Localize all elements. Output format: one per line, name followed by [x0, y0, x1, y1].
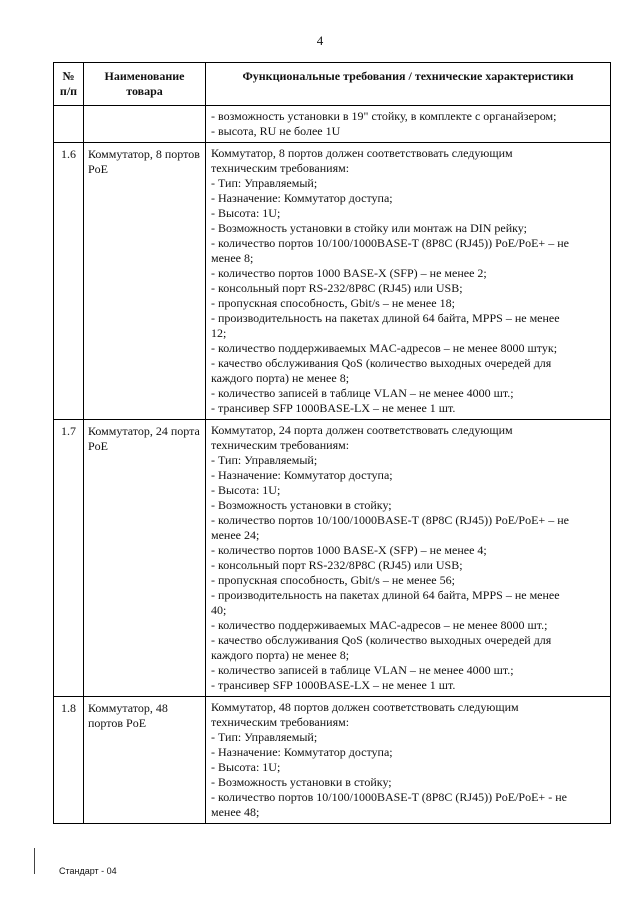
requirement-line: - Тип: Управляемый; — [211, 453, 318, 467]
requirements-cell — [206, 106, 611, 143]
requirement-line: - количество поддерживаемых MAC-адресов – не менее 8000 шт.; — [211, 618, 548, 632]
requirement-line: - высота, RU не более 1U — [211, 124, 341, 138]
requirement-line: Коммутатор, 48 портов должен соответствовать следующим — [211, 700, 519, 714]
requirement-line: - консольный порт RS-232/8P8C (RJ45) или USB; — [211, 281, 463, 295]
requirement-line: - трансивер SFP 1000BASE-LX – не менее 1 шт. — [211, 678, 456, 692]
requirement-line: каждого порта) не менее 8; — [211, 648, 350, 662]
header-product-name: Наименование товара — [84, 63, 206, 106]
requirement-line: - Возможность установки в стойку; — [211, 775, 392, 789]
requirement-line: - возможность установки в 19" стойку, в комплекте с органайзером; — [211, 109, 557, 123]
table-header-row — [54, 63, 611, 106]
requirement-line: - Назначение: Коммутатор доступа; — [211, 191, 393, 205]
requirement-line: Коммутатор, 24 порта должен соответствовать следующим — [211, 423, 513, 437]
requirement-line: - Возможность установки в стойку; — [211, 498, 392, 512]
table-row — [54, 143, 611, 420]
requirement-line: - производительность на пакетах длиной 64 байта, MPPS – не менее — [211, 311, 560, 325]
requirements-cell — [206, 420, 611, 697]
table-row — [54, 697, 611, 824]
requirement-line: - Высота: 1U; — [211, 483, 281, 497]
requirement-line: - Назначение: Коммутатор доступа; — [211, 468, 393, 482]
requirement-line: техническим требованиям: — [211, 438, 350, 452]
product-name — [84, 106, 206, 143]
requirement-line: - количество портов 1000 BASE-X (SFP) – не менее 4; — [211, 543, 487, 557]
requirement-line: - консольный порт RS-232/8P8C (RJ45) или USB; — [211, 558, 463, 572]
product-name: Коммутатор, 48 портов PoE — [84, 697, 206, 824]
header-requirements: Функциональные требования / технические характеристики — [206, 63, 611, 106]
requirement-line: - пропускная способность, Gbit/s – не менее 18; — [211, 296, 455, 310]
requirement-line: Коммутатор, 8 портов должен соответствовать следующим — [211, 146, 513, 160]
row-number: 1.8 — [54, 697, 84, 824]
requirement-line: - количество портов 10/100/1000BASE-T (8P8C (RJ45)) PoE/PoE+ – не — [211, 236, 569, 250]
requirements-cell — [206, 697, 611, 824]
requirement-line: - количество портов 10/100/1000BASE-T (8P8C (RJ45)) PoE/PoE+ – не — [211, 513, 569, 527]
requirement-line: - пропускная способность, Gbit/s – не менее 56; — [211, 573, 455, 587]
requirement-line: каждого порта) не менее 8; — [211, 371, 350, 385]
requirements-cell — [206, 143, 611, 420]
footer-text: Стандарт - 04 — [59, 866, 117, 876]
requirement-line: - Высота: 1U; — [211, 206, 281, 220]
requirement-line: - количество портов 1000 BASE-X (SFP) – не менее 2; — [211, 266, 487, 280]
table-row — [54, 420, 611, 697]
requirement-line: менее 48; — [211, 805, 260, 819]
requirement-line: - качество обслуживания QoS (количество выходных очередей для — [211, 633, 552, 647]
page-number: 4 — [316, 33, 324, 48]
requirement-line: техническим требованиям: — [211, 715, 350, 729]
requirement-line: - трансивер SFP 1000BASE-LX – не менее 1 шт. — [211, 401, 456, 415]
margin-mark — [34, 848, 35, 874]
requirement-line: менее 24; — [211, 528, 260, 542]
product-name: Коммутатор, 8 портов PoE — [84, 143, 206, 420]
row-number: 1.7 — [54, 420, 84, 697]
requirement-line: - производительность на пакетах длиной 64 байта, MPPS – не менее — [211, 588, 560, 602]
requirement-line: - Тип: Управляемый; — [211, 730, 318, 744]
requirement-line: техническим требованиям: — [211, 161, 350, 175]
requirement-line: - Назначение: Коммутатор доступа; — [211, 745, 393, 759]
row-number — [54, 106, 84, 143]
specification-table — [53, 62, 611, 824]
requirement-line: 40; — [211, 603, 227, 617]
requirement-line: - Возможность установки в стойку или монтаж на DIN рейку; — [211, 221, 527, 235]
header-number: № п/п — [54, 63, 84, 106]
requirement-line: - Высота: 1U; — [211, 760, 281, 774]
requirement-line: 12; — [211, 326, 227, 340]
product-name: Коммутатор, 24 порта PoE — [84, 420, 206, 697]
requirement-line: - количество портов 10/100/1000BASE-T (8P8C (RJ45)) PoE/PoE+ - не — [211, 790, 567, 804]
requirement-line: - качество обслуживания QoS (количество выходных очередей для — [211, 356, 552, 370]
requirement-line: менее 8; — [211, 251, 254, 265]
requirement-line: - Тип: Управляемый; — [211, 176, 318, 190]
row-number: 1.6 — [54, 143, 84, 420]
requirement-line: - количество записей в таблице VLAN – не менее 4000 шт.; — [211, 386, 514, 400]
requirement-line: - количество поддерживаемых MAC-адресов – не менее 8000 штук; — [211, 341, 558, 355]
requirement-line: - количество записей в таблице VLAN – не менее 4000 шт.; — [211, 663, 514, 677]
table-row — [54, 106, 611, 143]
